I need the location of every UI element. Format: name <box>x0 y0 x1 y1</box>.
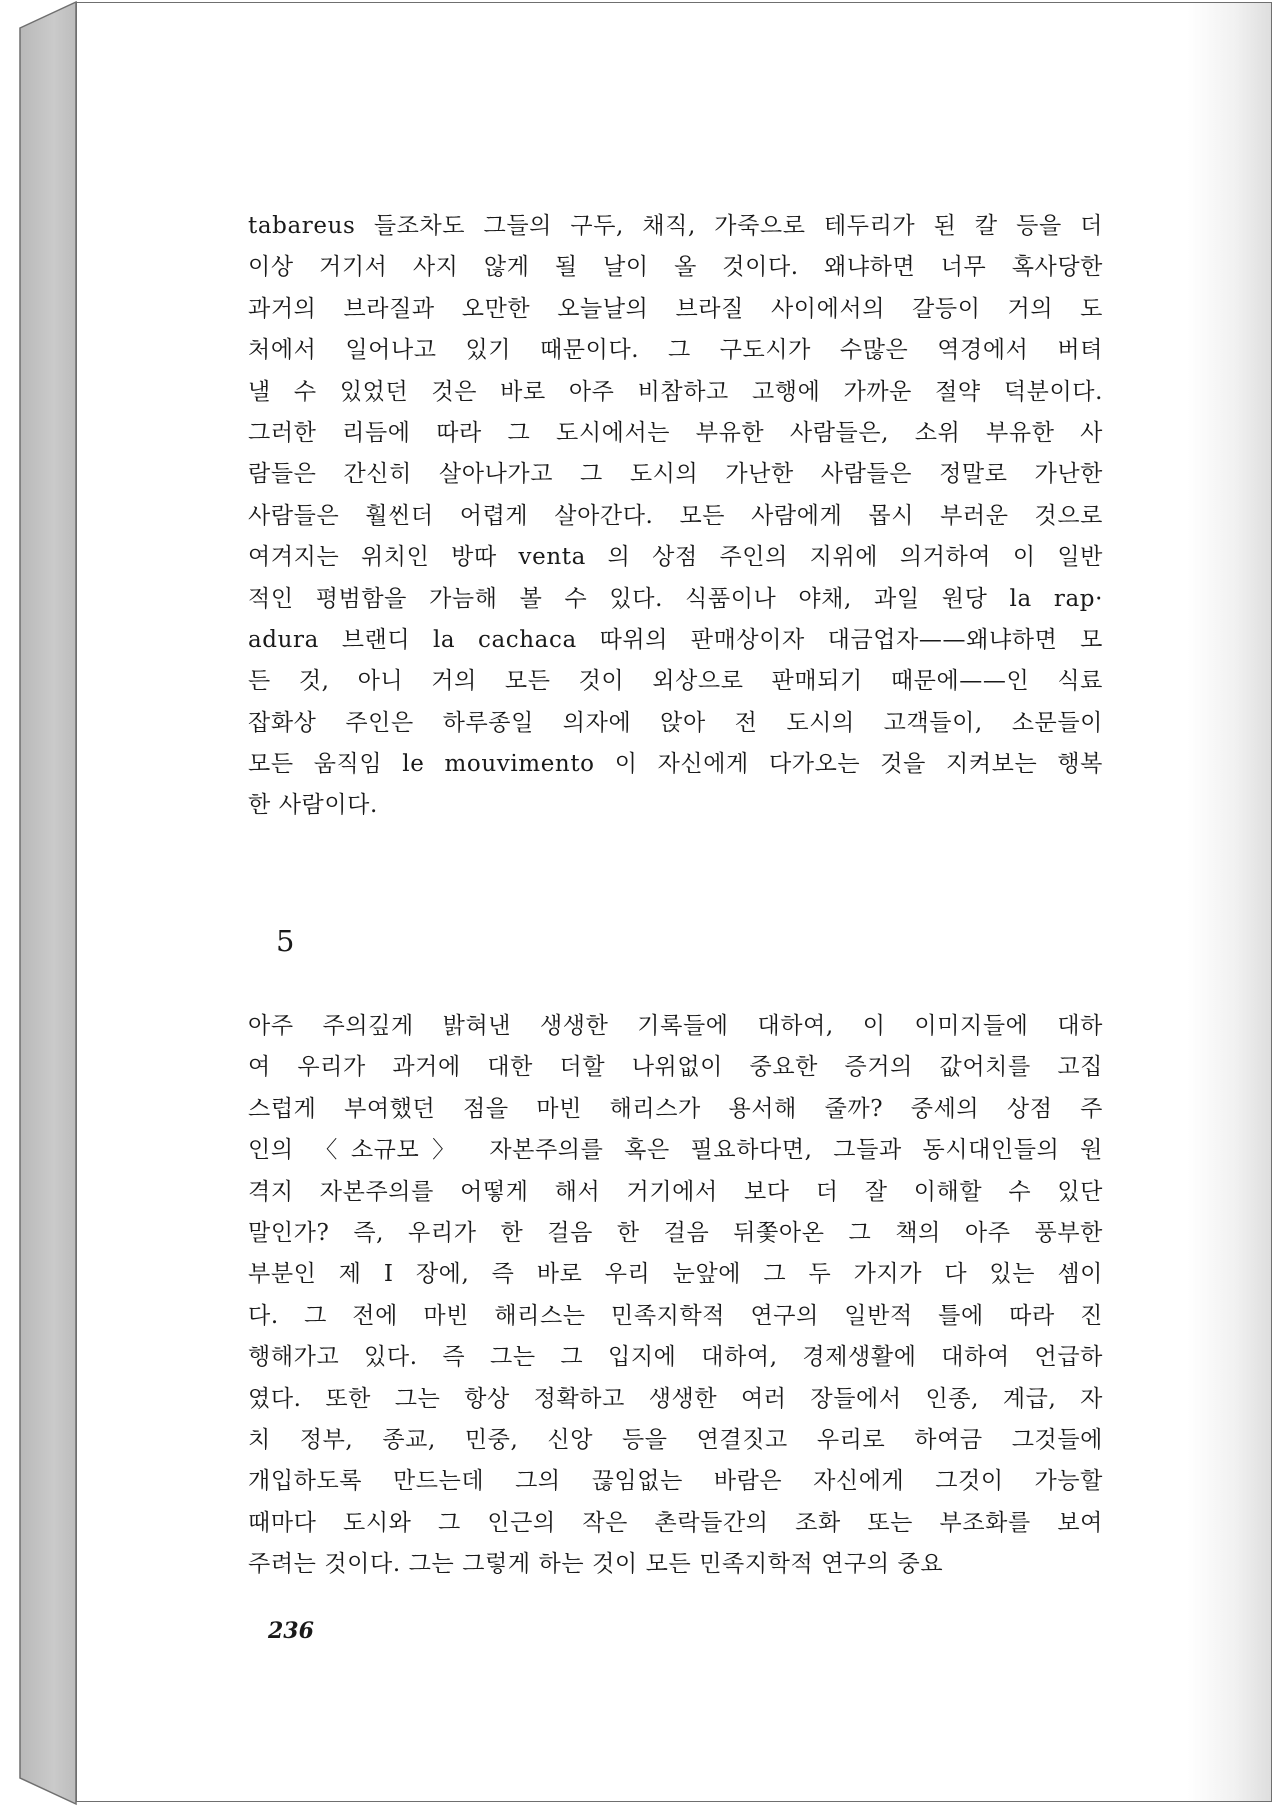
text-line: 사람들은 훨씬더 어렵게 살아간다. 모든 사람에게 몹시 부러운 것으로 <box>248 502 1103 529</box>
text-line: 주려는 것이다. 그는 그렇게 하는 것이 모든 민족지학적 연구의 중요 <box>248 1551 944 1578</box>
text-line: 다. 그 전에 마빈 해리스는 민족지학적 연구의 일반적 틀에 따라 진 <box>248 1302 1103 1329</box>
text-line: 이상 거기서 사지 않게 될 날이 올 것이다. 왜냐하면 너무 혹사당한 <box>248 254 1103 281</box>
paragraph-2 <box>248 1006 1103 1585</box>
text-line: 여 우리가 과거에 대한 더할 나위없이 중요한 증거의 값어치를 고집 <box>248 1054 1103 1081</box>
text-line: 때마다 도시와 그 인근의 작은 촌락들간의 조화 또는 부조화를 보여 <box>248 1509 1103 1536</box>
text-line: 부분인 제 I 장에, 즉 바로 우리 눈앞에 그 두 가지가 다 있는 셈이 <box>248 1261 1103 1288</box>
text-line: 과거의 브라질과 오만한 오늘날의 브라질 사이에서의 갈등이 거의 도 <box>248 295 1103 322</box>
text-line: 그러한 리듬에 따라 그 도시에서는 부유한 사람들은, 소위 부유한 사 <box>248 419 1103 446</box>
text-line: 아주 주의깊게 밝혀낸 생생한 기록들에 대하여, 이 이미지들에 대하 <box>248 1013 1103 1039</box>
text-line: 개입하도록 만드는데 그의 끊임없는 바람은 자신에게 그것이 가능할 <box>248 1468 1103 1495</box>
text-line: 행해가고 있다. 즉 그는 그 입지에 대하여, 경제생활에 대하여 언급하 <box>248 1344 1103 1371</box>
book-spine <box>0 0 78 1806</box>
text-line: 낼 수 있었던 것은 바로 아주 비참하고 고행에 가까운 절약 덕분이다. <box>248 378 1103 405</box>
text-line: 람들은 간신히 살아나가고 그 도시의 가난한 사람들은 정말로 가난한 <box>248 461 1103 488</box>
text-line: 였다. 또한 그는 항상 정확하고 생생한 여러 장들에서 인종, 계급, 자 <box>248 1385 1103 1412</box>
text-line: 처에서 일어나고 있기 때문이다. 그 구도시가 수많은 역경에서 버텨 <box>248 337 1103 364</box>
text-line: 치 정부, 종교, 민중, 신앙 등을 연결짓고 우리로 하여금 그것들에 <box>248 1426 1103 1453</box>
text-line: 잡화상 주인은 하루종일 의자에 앉아 전 도시의 고객들이, 소문들이 <box>248 709 1103 736</box>
section-number: 5 <box>276 924 295 958</box>
text-line: tabareus 들조차도 그들의 구두, 채직, 가죽으로 테두리가 된 칼 등을 더 <box>248 213 1103 239</box>
text-line: 한 사람이다. <box>248 792 378 819</box>
text-line: 말인가? 즉, 우리가 한 걸음 한 걸음 뒤쫓아온 그 책의 아주 풍부한 <box>248 1219 1103 1246</box>
text-line: 격지 자본주의를 어떻게 해서 거기에서 보다 더 잘 이해할 수 있단 <box>248 1178 1103 1205</box>
text-line: 스럽게 부여했던 점을 마빈 해리스가 용서해 줄까? 중세의 상점 주 <box>248 1095 1103 1122</box>
text-line: 여겨지는 위치인 방따 venta 의 상점 주인의 지위에 의거하여 이 일반 <box>248 544 1103 571</box>
text-line: 든 것, 아니 거의 모든 것이 외상으로 판매되기 때문에——인 식료 <box>248 668 1103 695</box>
text-line: 모든 움직임 le mouvimento 이 자신에게 다가오는 것을 지켜보는 행복 <box>248 751 1103 778</box>
paragraph-1 <box>248 206 1103 827</box>
text-line: adura 브랜디 la cachaca 따위의 판매상이자 대금업자——왜냐하면 모 <box>248 626 1103 653</box>
text-line: 적인 평범함을 가늠해 볼 수 있다. 식품이나 야채, 과일 원당 la rap· <box>248 585 1103 612</box>
text-line: 인의 〈소규모〉 자본주의를 혹은 필요하다면, 그들과 동시대인들의 원 <box>248 1137 1103 1164</box>
page-number: 236 <box>268 1618 314 1644</box>
